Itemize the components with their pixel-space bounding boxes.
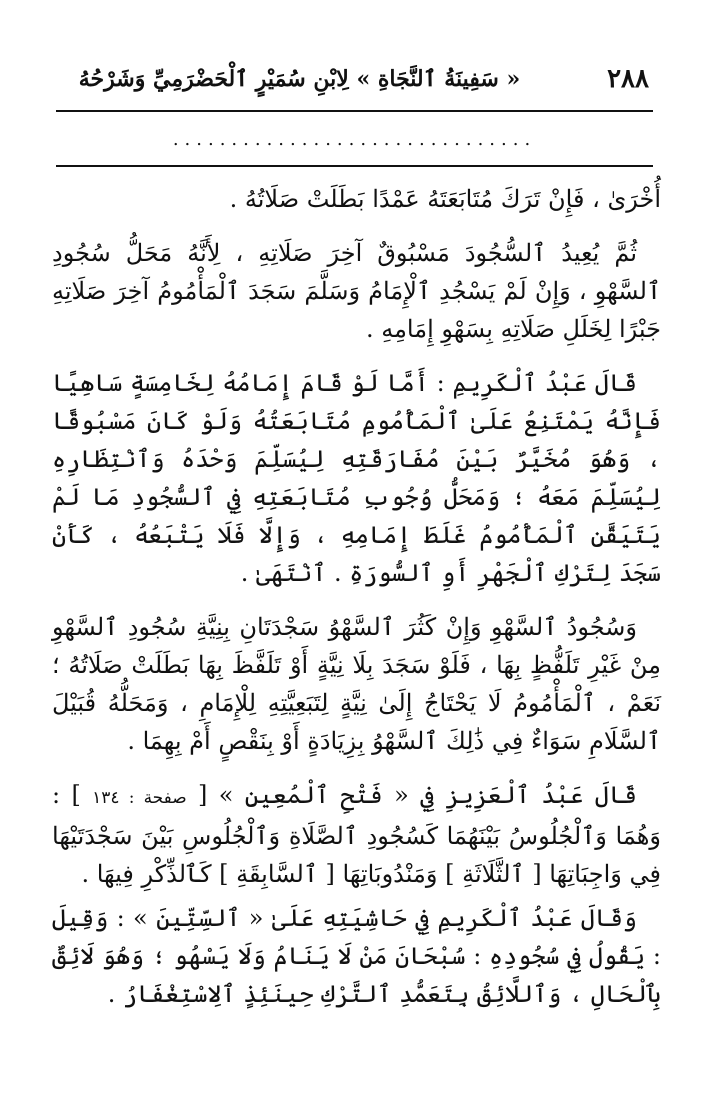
quote-fath-al-muin — [52, 776, 661, 893]
running-title: « سَفِينَةُ ٱلنَّجَاةِ » لِابْنِ سُمَيْرٍ ٱلْحَضْرَمِيِّ وَشَرْحُهُ — [78, 66, 521, 92]
header-rule — [56, 110, 653, 112]
quote-lead: قَالَ عَبْدُ ٱلْعَزِيزِ فِي « فَتْحِ ٱلْمُعِينِ » [ — [198, 781, 637, 809]
quote-body: ] : وَهُمَا وَٱلْجُلُوسُ بَيْنَهُمَا كَسُجُودِ ٱلصَّلَاةِ وَٱلْجُلُوسِ بَيْنَ سَجْدَتَيْهَا فِي وَاجِبَاتِهَا [ ٱلثَّلَاثَةِ ] وَمَنْدُوبَاتِهَا [ ٱلسَّابِقَةِ ] كَٱلذِّكْرِ فِيهَا . — [52, 781, 661, 888]
body-rule — [56, 165, 653, 167]
paragraph: قَالَ عَبْدُ ٱلْكَرِيمِ : أَمَّا لَوْ قَامَ إِمَامُهُ لِخَامِسَةٍ سَاهِيًا فَإِنَّهُ يَمْتَنِعُ عَلَىٰ ٱلْمَأْمُومِ مُتَابَعَتُهُ وَلَوْ كَانَ مَسْبُوقًا ، وَهُوَ مُخَيَّرٌ بَيْنَ مُفَارَقَتِهِ لِيُسَلِّمَ وَحْدَهُ وَٱنْتِظَارِهِ لِيُسَلِّمَ مَعَهُ ؛ وَمَحَلُّ وُجُوبِ مُتَابَعَتِهِ فِي ٱلسُّجُودِ مَا لَمْ يَتَيَقَّنِ ٱلْمَأْمُومُ غَلَطَ إِمَامِهِ ، وَإِلَّا فَلَا يَتْبَعُهُ ، كَأَنْ سَجَدَ لِتَرْكِ ٱلْجَهْرِ أَوِ ٱلسُّورَةِ . ٱنْتَهَىٰ . — [52, 369, 661, 587]
footnote-continuation-dots: ............................... — [172, 129, 537, 150]
body-text — [52, 180, 661, 1029]
closing-paragraph: وَقَالَ عَبْدُ ٱلْكَرِيمِ فِي حَاشِيَتِهِ عَلَىٰ « ٱلسِّتِّينَ » : وَقِيلَ : يَقُولُ فِي سُجُودِهِ : سُبْحَانَ مَنْ لَا يَنَامُ وَلَا يَسْهُو ؛ وَهُوَ لَائِقٌ بِٱلْحَالِ ، وَٱللَّائِقُ بِتَعَمُّدِ ٱلتَّرْكِ حِينَئِذٍ ٱلِاسْتِغْفَارُ . — [52, 904, 661, 1008]
paragraph: أُخْرَىٰ ، فَإِنْ تَرَكَ مُتَابَعَتَهُ عَمْدًا بَطَلَتْ صَلَاتُهُ . — [229, 185, 661, 213]
page-reference: صفحة : ١٣٤ — [92, 788, 187, 808]
page-header — [56, 62, 653, 106]
page-number: ٢٨٨ — [607, 64, 649, 94]
paragraph: ثُمَّ يُعِيدُ ٱلسُّجُودَ مَسْبُوقٌ آخِرَ صَلَاتِهِ ، لِأَنَّهُ مَحَلُّ سُجُودِ ٱلسَّهْوِ ، وَإِنْ لَمْ يَسْجُدِ ٱلْإِمَامُ وَسَلَّمَ سَجَدَ ٱلْمَأْمُومُ آخِرَ صَلَاتِهِ جَبْرًا لِخَلَلِ صَلَاتِهِ بِسَهْوِ إِمَامِهِ . — [52, 239, 661, 343]
paragraph: وَسُجُودُ ٱلسَّهْوِ وَإِنْ كَثُرَ ٱلسَّهْوُ سَجْدَتَانِ بِنِيَّةِ سُجُودِ ٱلسَّهْوِ مِنْ غَيْرِ تَلَفُّظٍ بِهَا ، فَلَوْ سَجَدَ بِلَا نِيَّةٍ أَوْ تَلَفَّظَ بِهَا بَطَلَتْ صَلَاتُهُ ؛ نَعَمْ ، ٱلْمَأْمُومُ لَا يَحْتَاجُ إِلَىٰ نِيَّةٍ لِتَبَعِيَّتِهِ لِلْإِمَامِ ، وَمَحَلُّهُ قُبَيْلَ ٱلسَّلَامِ سَوَاءٌ فِي ذَٰلِكَ ٱلسَّهْوُ بِزِيَادَةٍ أَوْ بِنَقْصٍ أَمْ بِهِمَا . — [52, 613, 661, 755]
